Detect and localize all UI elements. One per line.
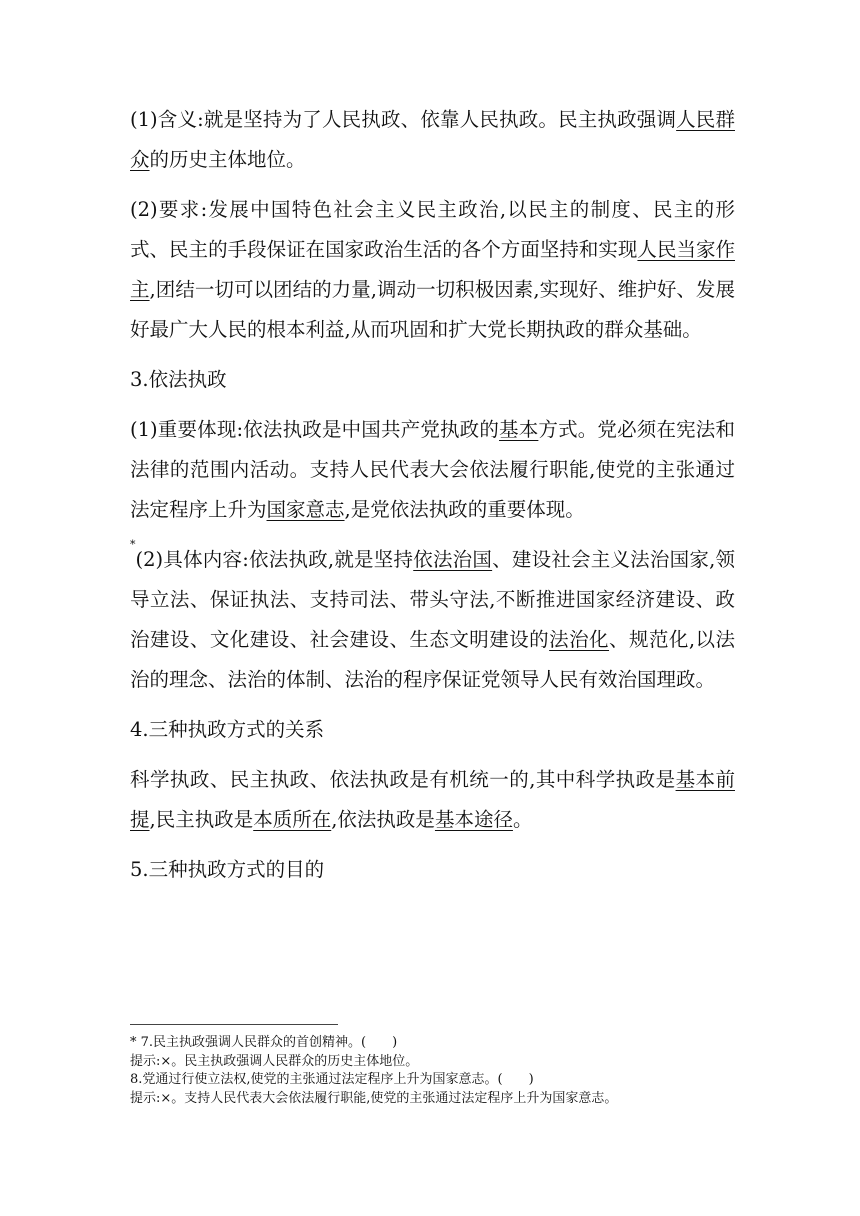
paragraph-democratic-requirement: (2)要求:发展中国特色社会主义民主政治,以民主的制度、民主的形式、民主的手段保证在国家政治生活的各个方面坚持和实现人民当家作主,团结一切可以团结的力量,调动一切积极因素,实现好、维护好、发展好最广大人民的根本利益,从而巩固和扩大党长期执政的群众基础。 [130, 198, 735, 341]
paragraph-democratic-meaning: (1)含义:就是坚持为了人民执政、依靠人民执政。民主执政强调人民群众的历史主体地位。 [130, 108, 735, 171]
underlined-term: 本质所在 [253, 808, 332, 831]
footnotes [130, 1034, 750, 1108]
underlined-term: 人民群众 [130, 108, 735, 171]
footnote-line: * 7.民主执政强调人民群众的首创精神。( ) [130, 1035, 398, 1050]
underlined-term: 人民当家作主 [130, 238, 735, 301]
footnote-line: 提示:×。民主执政强调人民群众的历史主体地位。 [130, 1053, 419, 1069]
footnote-line: 提示:×。支持人民代表大会依法履行职能,使党的主张通过法定程序上升为国家意志。 [130, 1090, 618, 1106]
paragraph-rule-of-law-importance: (1)重要体现:依法执政是中国共产党执政的基本方式。党必须在宪法和法律的范围内活动。支持人民代表大会依法履行职能,使党的主张通过法定程序上升为国家意志,是党依法执政的重要体现。 [130, 418, 735, 521]
underlined-term: 国家意志 [266, 498, 345, 521]
footnote-divider [130, 1024, 338, 1025]
underlined-term: 法治化 [549, 628, 610, 651]
footnote-line: 8.党通过行使立法权,使党的主张通过法定程序上升为国家意志。( ) [130, 1072, 534, 1087]
underlined-term: 基本途径 [434, 808, 513, 831]
underlined-term: 基本 [499, 418, 539, 441]
underlined-term: 基本前提 [130, 768, 735, 831]
section-heading-4: 4.三种执政方式的关系 [130, 718, 325, 741]
star-marker: * [130, 538, 136, 551]
section-heading-3: 3.依法执政 [130, 368, 227, 391]
main-content [130, 100, 735, 890]
paragraph-relationship: 科学执政、民主执政、依法执政是有机统一的,其中科学执政是基本前提,民主执政是本质所在,依法执政是基本途径。 [130, 768, 735, 831]
star-marker: * [130, 1035, 137, 1050]
paragraph-rule-of-law-content: *(2)具体内容:依法执政,就是坚持依法治国、建设社会主义法治国家,领导立法、保证执法、支持司法、带头守法,不断推进国家经济建设、政治建设、文化建设、社会建设、生态文明建设的法治化、规范化,以法治的理念、法治的体制、法治的程序保证党领导人民有效治国理政。 [130, 538, 735, 691]
underlined-term: 依法治国 [413, 548, 493, 571]
section-heading-5: 5.三种执政方式的目的 [130, 858, 325, 881]
